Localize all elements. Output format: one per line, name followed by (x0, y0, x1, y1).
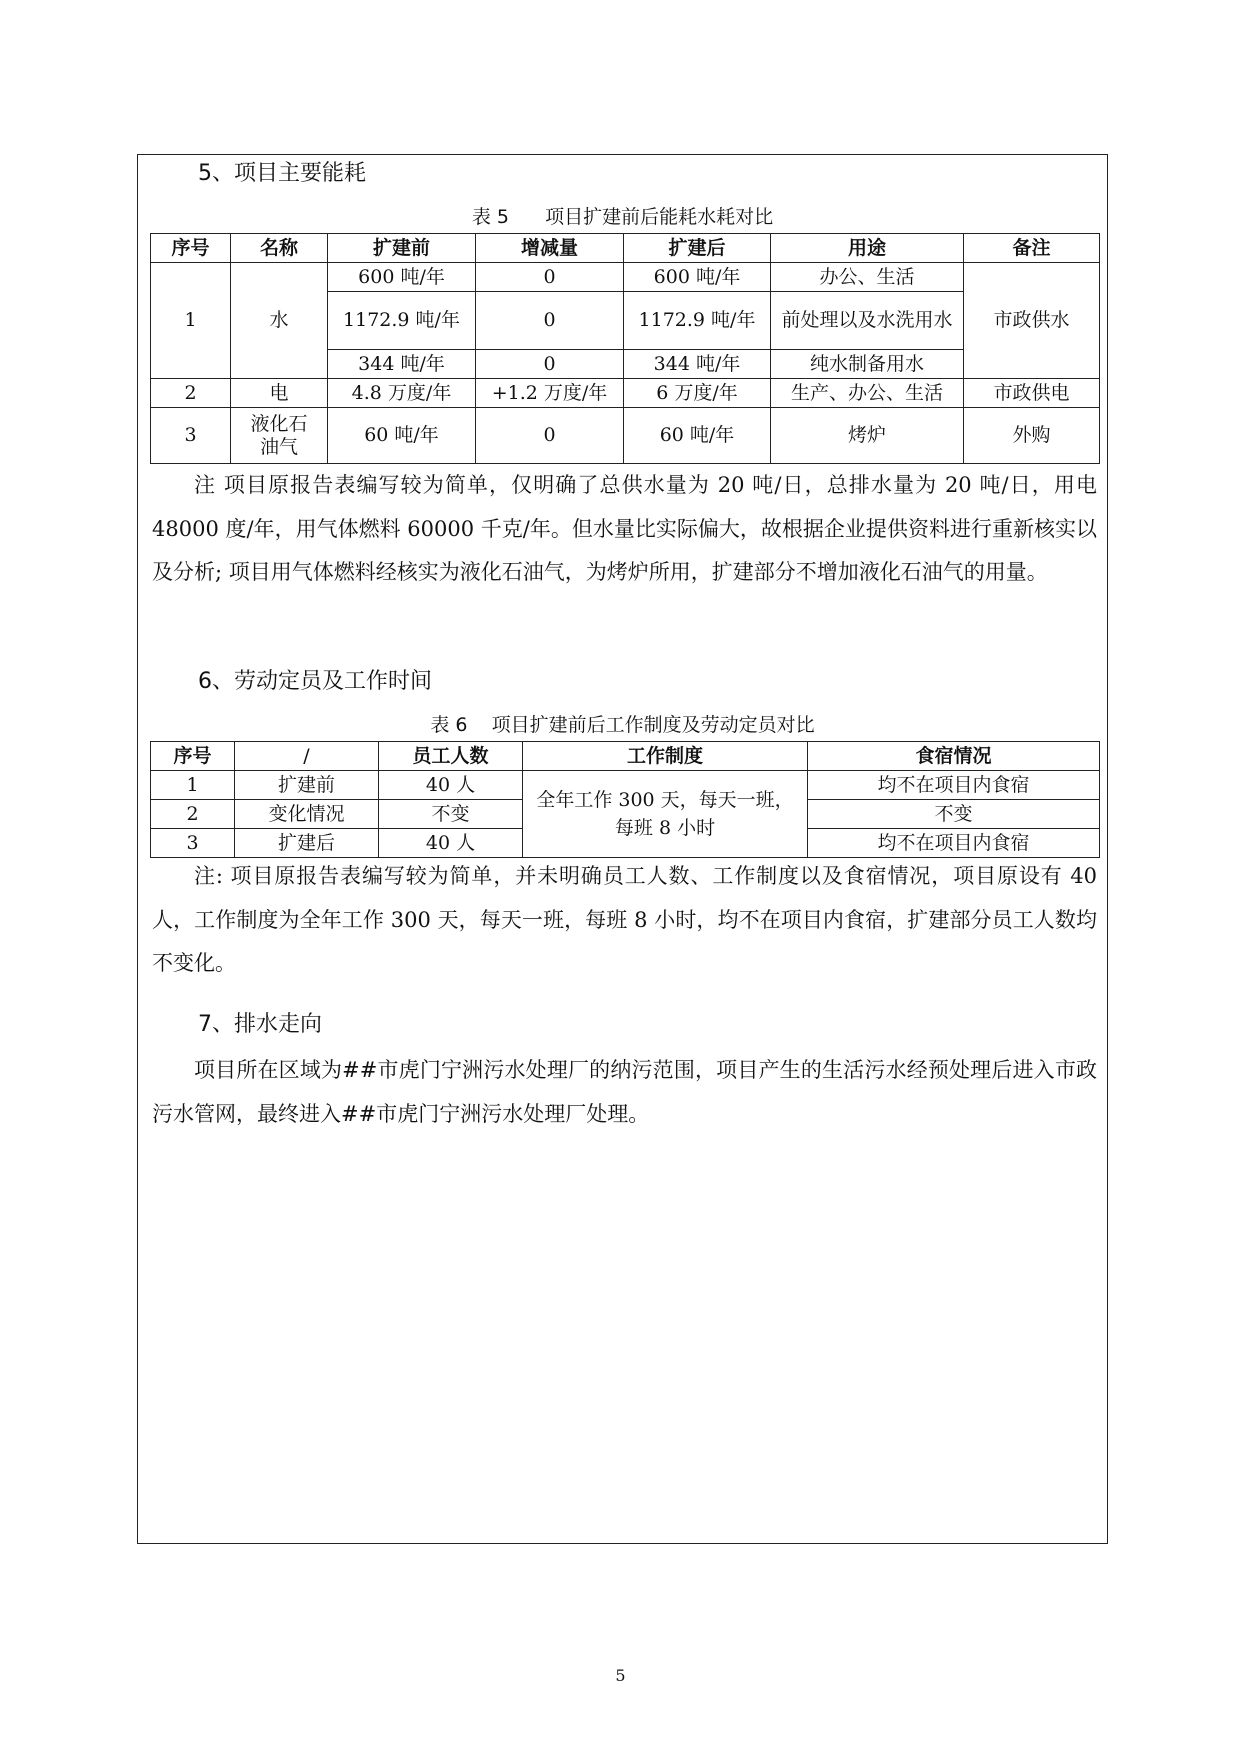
table5-header: 扩建后 (624, 234, 771, 263)
cell-name: 液化石油气 (231, 408, 328, 464)
cell-after: 60 吨/年 (624, 408, 771, 464)
table5-header: 序号 (151, 234, 231, 263)
table5-header-row (151, 234, 1100, 263)
table6-caption: 表 6 项目扩建前后工作制度及劳动定员对比 (430, 714, 815, 736)
cell-staff: 40 人 (379, 771, 523, 800)
cell-no: 1 (151, 263, 231, 379)
section6-note: 注: 项目原报告表编写较为简单，并未明确员工人数、工作制度以及食宿情况，项目原设有 40 人，工作制度为全年工作 300 天，每天一班，每班 8 小时，均不在项目内食宿，扩建部分员工人数均不变化。 (152, 864, 1097, 975)
cell-stage: 扩建后 (235, 829, 379, 858)
cell-staff: 40 人 (379, 829, 523, 858)
cell-no: 2 (151, 800, 235, 829)
cell-remark: 市政供电 (964, 379, 1100, 408)
table6-header: 序号 (151, 742, 235, 771)
cell-no: 3 (151, 408, 231, 464)
cell-schedule: 全年工作 300 天，每天一班，每班 8 小时 (523, 771, 808, 858)
section6-heading: 6、劳动定员及工作时间 (198, 669, 432, 694)
section7-text: 项目所在区域为##市虎门宁洲污水处理厂的纳污范围，项目产生的生活污水经预处理后进入市政污水管网，最终进入##市虎门宁洲污水处理厂处理。 (152, 1058, 1097, 1126)
cell-after: 600 吨/年 (624, 263, 771, 292)
cell-use: 办公、生活 (771, 263, 964, 292)
cell-after: 344 吨/年 (624, 350, 771, 379)
table-row (151, 263, 1100, 292)
table5-header: 扩建前 (328, 234, 476, 263)
cell-use: 前处理以及水洗用水 (771, 292, 964, 350)
cell-name: 电 (231, 379, 328, 408)
cell-no: 3 (151, 829, 235, 858)
cell-before: 4.8 万度/年 (328, 379, 476, 408)
cell-name: 水 (231, 263, 328, 379)
page-frame (137, 154, 1108, 1544)
cell-delta: +1.2 万度/年 (476, 379, 624, 408)
table-row (151, 379, 1100, 408)
cell-use: 烤炉 (771, 408, 964, 464)
cell-stage: 扩建前 (235, 771, 379, 800)
cell-staff: 不变 (379, 800, 523, 829)
cell-lodging: 不变 (808, 800, 1100, 829)
cell-delta: 0 (476, 292, 624, 350)
cell-before: 600 吨/年 (328, 263, 476, 292)
table6-header: 工作制度 (523, 742, 808, 771)
section7-heading: 7、排水走向 (198, 1012, 322, 1037)
table6-header: 员工人数 (379, 742, 523, 771)
table6-header: 食宿情况 (808, 742, 1100, 771)
table5-energy (150, 233, 1100, 464)
cell-no: 1 (151, 771, 235, 800)
cell-delta: 0 (476, 350, 624, 379)
table-row (151, 408, 1100, 464)
table5-header: 增减量 (476, 234, 624, 263)
page-number: 5 (615, 1666, 626, 1685)
table5-header: 备注 (964, 234, 1100, 263)
table6-header-row (151, 742, 1100, 771)
cell-remark: 市政供水 (964, 263, 1100, 379)
cell-stage: 变化情况 (235, 800, 379, 829)
table5-caption: 表 5 项目扩建前后能耗水耗对比 (471, 206, 774, 228)
table5-header: 用途 (771, 234, 964, 263)
cell-remark: 外购 (964, 408, 1100, 464)
cell-delta: 0 (476, 408, 624, 464)
table5-header: 名称 (231, 234, 328, 263)
cell-lodging: 均不在项目内食宿 (808, 829, 1100, 858)
section5-heading: 5、项目主要能耗 (198, 161, 366, 186)
table6-staffing (150, 741, 1100, 858)
cell-after: 1172.9 吨/年 (624, 292, 771, 350)
cell-use: 生产、办公、生活 (771, 379, 964, 408)
cell-before: 344 吨/年 (328, 350, 476, 379)
cell-before: 60 吨/年 (328, 408, 476, 464)
table6-header: / (235, 742, 379, 771)
cell-before: 1172.9 吨/年 (328, 292, 476, 350)
cell-use: 纯水制备用水 (771, 350, 964, 379)
cell-no: 2 (151, 379, 231, 408)
table-row (151, 771, 1100, 800)
cell-delta: 0 (476, 263, 624, 292)
section5-note: 注 项目原报告表编写较为简单，仅明确了总供水量为 20 吨/日，总排水量为 20 吨/日，用电 48000 度/年，用气体燃料 60000 千克/年。但水量比实际偏大，故根据企业提供资料进行重新核实以及分析; 项目用气体燃料经核实为液化石油气，为烤炉所用，扩建部分不增加液化石油气的用量。 (152, 473, 1097, 584)
cell-after: 6 万度/年 (624, 379, 771, 408)
cell-lodging: 均不在项目内食宿 (808, 771, 1100, 800)
